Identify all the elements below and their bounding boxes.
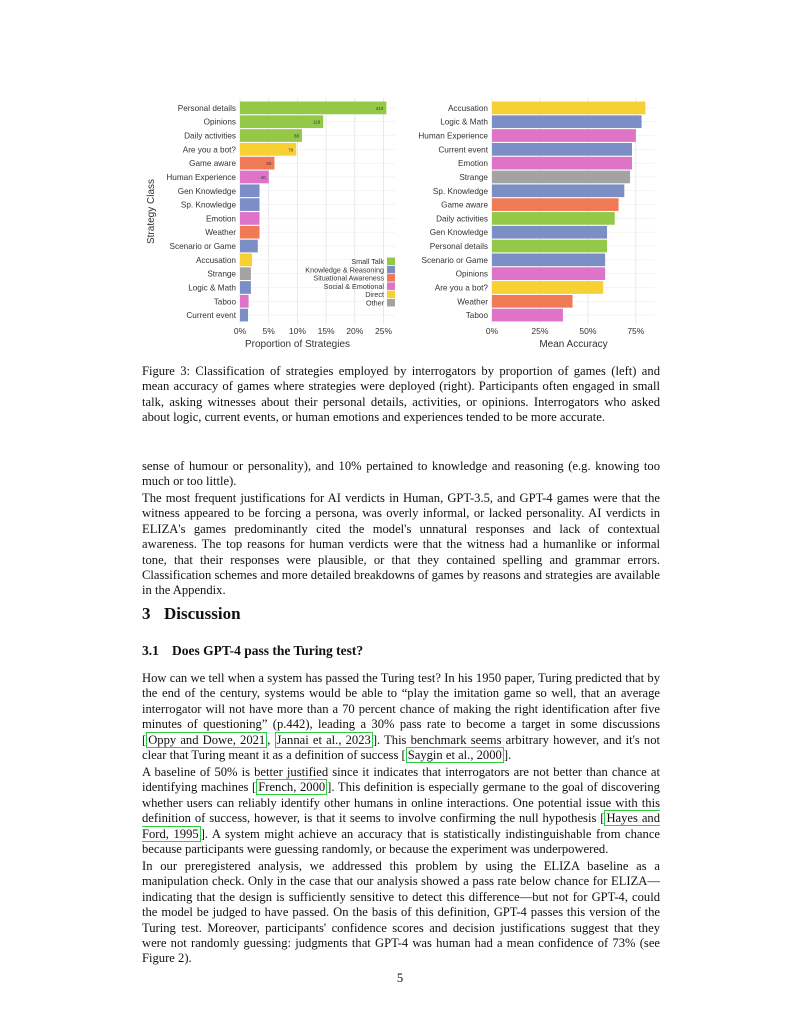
- text-run: ]. A system might achieve an accuracy that is statistically indistinguishable from chance because participants were guessing randomly, or because the experiment was underpowered.: [142, 826, 660, 857]
- x-tick-label: 25%: [375, 326, 393, 336]
- y-tick-label: Weather: [205, 228, 236, 238]
- text-run: How can we tell when a system has passed the Turing test? In his 1950 paper, Turing predicted that by the end of the century, systems would be able to “play the imitation game so well, that an average interrogator will not have more than a 70 percent chance of making the right identification after five minutes of questioning” (p.442), leading a 30% pass rate to become a target in some discussions [: [142, 671, 660, 747]
- bar: [240, 102, 386, 115]
- legend-label: Small Talk: [351, 257, 384, 266]
- y-tick-label: Emotion: [457, 159, 488, 169]
- y-tick-label: Gen Knowledge: [429, 228, 488, 238]
- bar-data-label: 210: [375, 105, 384, 111]
- y-tick-label: Strange: [459, 172, 488, 182]
- bar: [492, 240, 607, 253]
- page-number: 5: [396, 971, 404, 985]
- bar: [492, 295, 573, 308]
- bar: [492, 184, 624, 197]
- y-tick-label: Current event: [186, 311, 236, 321]
- y-tick-label: Strange: [207, 269, 236, 279]
- y-tick-label: Game aware: [189, 159, 236, 169]
- subsection-number: 3.1: [142, 643, 159, 658]
- bar: [240, 240, 258, 253]
- citation-link[interactable]: French, 2000: [258, 780, 326, 795]
- legend-label: Situational Awareness: [313, 273, 384, 283]
- y-tick-label: Weather: [457, 297, 488, 307]
- bar: [492, 115, 642, 128]
- y-tick-label: Gen Knowledge: [177, 186, 236, 196]
- paragraph-3: [142, 671, 660, 763]
- text-run: A baseline of 50% is better justified since it indicates that interrogators are not better than chance at identifying machines [: [142, 765, 660, 795]
- y-tick-label: Accusation: [195, 255, 236, 265]
- y-tick-label: Human Experience: [418, 131, 488, 141]
- legend-swatch: [387, 266, 395, 274]
- bar: [492, 226, 607, 239]
- bar: [492, 253, 605, 266]
- bar: [492, 212, 615, 225]
- bar-data-label: 50: [266, 161, 272, 167]
- y-tick-label: Current event: [438, 145, 488, 155]
- bar: [240, 129, 302, 142]
- y-tick-label: Daily activities: [184, 131, 236, 141]
- citation-link[interactable]: Hayes and Ford, 1995: [142, 811, 660, 841]
- bar: [492, 309, 563, 322]
- y-tick-label: Daily activities: [436, 214, 488, 224]
- y-tick-label: Taboo: [465, 311, 488, 321]
- y-tick-label: Personal details: [429, 242, 488, 252]
- citation-link[interactable]: Oppy and Dowe, 2021: [148, 732, 266, 747]
- bar: [240, 184, 260, 197]
- bar: [240, 198, 260, 211]
- y-tick-label: Emotion: [205, 214, 236, 224]
- section-number: 3: [142, 604, 151, 623]
- y-tick-label: Sp. Knowledge: [432, 186, 488, 196]
- y-tick-label: Are you a bot?: [182, 145, 236, 155]
- figure-caption: Figure 3: Classification of strategies employed by interrogators by proportion of games (left) and mean accuracy of games where strategies were deployed (right). Participants often engaged in small talk, asking witnesses about their personal details, activities, or opinions. Interrogators who asked about logic, current events, or human emotions and experiences tended to be more accurate.: [142, 364, 660, 425]
- y-tick-label: Logic & Math: [440, 117, 488, 127]
- y-tick-label: Opinions: [203, 117, 236, 127]
- x-tick-label: 50%: [579, 326, 597, 336]
- legend-label: Direct: [365, 290, 384, 300]
- x-axis-label: Mean Accuracy: [539, 339, 608, 350]
- bar: [492, 157, 632, 170]
- x-tick-label: 0%: [233, 326, 247, 336]
- bar: [240, 281, 251, 294]
- section-title: Discussion: [164, 604, 241, 623]
- x-tick-label: 5%: [262, 326, 275, 336]
- subsection-heading: [142, 643, 363, 659]
- paragraph-1: sense of humour or personality), and 10% pertained to knowledge and reasoning (e.g. knowing too much or too little).: [142, 459, 660, 489]
- x-axis-label: Proportion of Strategies: [244, 339, 351, 350]
- text-run: ].: [503, 748, 512, 763]
- x-tick-label: 10%: [288, 326, 306, 336]
- bar-data-label: 88: [293, 133, 299, 139]
- legend-swatch: [387, 299, 395, 307]
- bar: [240, 212, 260, 225]
- y-tick-label: Are you a bot?: [434, 283, 488, 293]
- bar: [492, 102, 645, 115]
- bar-data-label: 40: [260, 174, 266, 180]
- text-run: ,: [267, 732, 275, 747]
- legend-label: Social & Emotional: [323, 281, 384, 291]
- y-tick-label: Game aware: [441, 200, 488, 210]
- text-run: ]. This definition is especially germane to the goal of discovering whether users can reliably identify other humans in online interactions. One potential issue with this definition of success, however, is that it seems to involve confirming the null hypothesis [: [142, 780, 660, 826]
- bar-data-label: 79: [288, 147, 294, 153]
- legend-swatch: [387, 258, 395, 266]
- legend-label: Other: [366, 298, 384, 308]
- x-tick-label: 75%: [627, 326, 645, 336]
- legend-swatch: [387, 274, 395, 282]
- y-tick-label: Taboo: [213, 297, 236, 307]
- figure-3: [140, 92, 660, 354]
- y-tick-label: Accusation: [447, 103, 488, 113]
- bar: [240, 115, 323, 128]
- subsection-title: Does GPT-4 pass the Turing test?: [172, 643, 364, 658]
- bar: [240, 295, 249, 308]
- bar: [492, 281, 603, 294]
- legend-label: Knowledge & Reasoning: [305, 265, 384, 275]
- y-tick-label: Human Experience: [166, 172, 236, 182]
- y-tick-label: Scenario or Game: [421, 255, 488, 265]
- x-tick-label: 20%: [346, 326, 364, 336]
- bar: [492, 129, 636, 142]
- bar-data-label: 119: [313, 119, 321, 125]
- bar: [240, 226, 260, 239]
- bar: [492, 198, 619, 211]
- citation-link[interactable]: Saygin et al., 2000: [407, 748, 502, 763]
- y-axis-label: Strategy Class: [146, 178, 157, 245]
- paragraph-4: [142, 765, 660, 857]
- x-tick-label: 15%: [317, 326, 335, 336]
- y-tick-label: Personal details: [177, 103, 236, 113]
- legend-swatch: [387, 291, 395, 299]
- x-tick-label: 25%: [531, 326, 549, 336]
- y-tick-label: Logic & Math: [188, 283, 236, 293]
- bar: [240, 267, 251, 280]
- text-run: ]. This benchmark seems arbitrary however, and it's not clear that Turing meant it as a definition of success [: [142, 732, 661, 763]
- y-tick-label: Scenario or Game: [169, 242, 236, 252]
- bar: [492, 171, 630, 184]
- strategy-charts: [140, 92, 660, 354]
- section-heading: [142, 604, 241, 624]
- y-tick-label: Sp. Knowledge: [180, 200, 236, 210]
- x-tick-label: 0%: [485, 326, 499, 336]
- legend-swatch: [387, 282, 395, 290]
- y-tick-label: Opinions: [455, 269, 488, 279]
- bar: [240, 309, 248, 322]
- bar: [492, 143, 632, 156]
- bar: [492, 267, 605, 280]
- citation-link[interactable]: Jannai et al., 2023: [276, 732, 371, 747]
- bar: [240, 253, 252, 266]
- paragraph-5: In our preregistered analysis, we addressed this problem by using the ELIZA baseline as a manipulation check. Only in the case that our analysis showed a pass rate below chance for ELIZA—indicating that the design is sufficiently sensitive to detect this difference—but not for GPT-4, could the model be judged to have passed. On the basis of this definition, GPT-4 passes this version of the Turing test. Moreover, participants' confidence scores and decision justifications suggest that they were not randomly guessing: judgments that GPT-4 was human had a mean confidence of 73% (see Figure 2).: [142, 859, 660, 966]
- paragraph-2: The most frequent justifications for AI verdicts in Human, GPT-3.5, and GPT-4 games were that the witness appeared to be forcing a persona, was overly informal, or lacked personality. AI verdicts in ELIZA's games predominantly cited the model's unnatural responses and lack of contextual awareness. The top reasons for human verdicts were that the witness had a humanlike or informal tone, that their responses were plausible, or that they contained spelling and grammar errors. Classification schemes and more detailed breakdowns of games by reasons and strategies are available in the Appendix.: [142, 491, 660, 598]
